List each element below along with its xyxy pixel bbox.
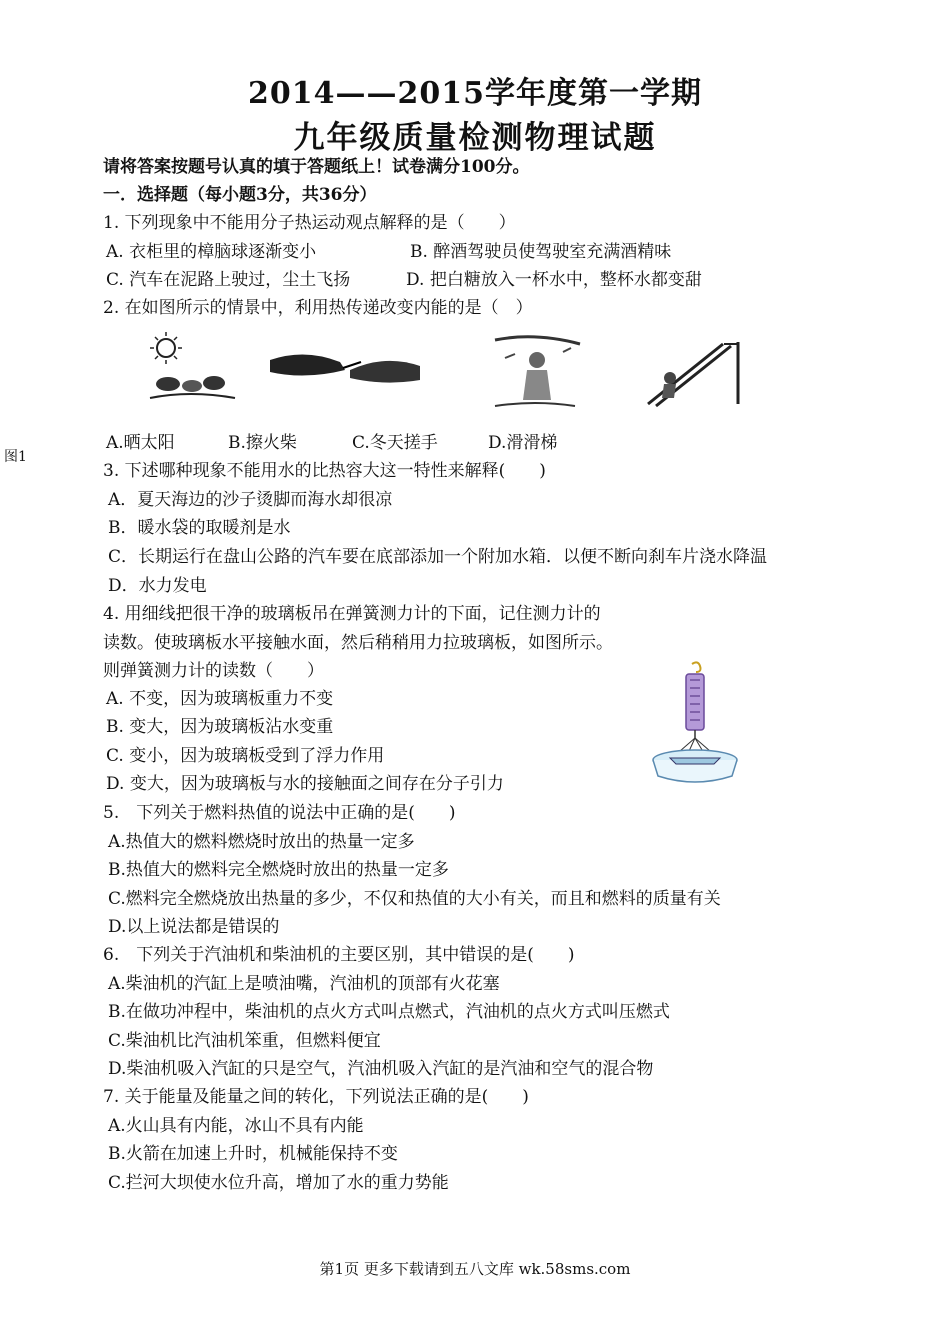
sunbathing-illustration xyxy=(140,328,240,408)
q5-option-d: D.以上说法都是错误的 xyxy=(108,917,280,937)
q1-option-b: B. 醉酒驾驶员使驾驶室充满酒精味 xyxy=(410,242,672,262)
q1-stem: 1. 下列现象中不能用分子热运动观点解释的是（ ） xyxy=(103,213,516,233)
q1-option-d: D. 把白糖放入一杯水中，整杯水都变甜 xyxy=(406,270,702,290)
q4-option-c: C. 变小，因为玻璃板受到了浮力作用 xyxy=(106,746,385,766)
q2-option-d: D.滑滑梯 xyxy=(488,433,558,453)
q2-stem: 2. 在如图所示的情景中，利用热传递改变内能的是（ ） xyxy=(103,298,533,318)
q7-option-c: C.拦河大坝使水位升高，增加了水的重力势能 xyxy=(108,1173,449,1193)
q4-option-a: A. 不变，因为玻璃板重力不变 xyxy=(106,689,334,709)
q6-option-d: D.柴油机吸入汽缸的只是空气，汽油机吸入汽缸的是汽油和空气的混合物 xyxy=(108,1059,654,1079)
exam-title-year: 2014——2015学年度第一学期 xyxy=(248,76,702,111)
instruction: 请将答案按题号认真的填于答题纸上！试卷满分100分。 xyxy=(103,157,530,177)
q4-option-b: B. 变大，因为玻璃板沾水变重 xyxy=(106,717,334,737)
figure-label: 图1 xyxy=(4,449,27,465)
q3-option-c: C．长期运行在盘山公路的汽车要在底部添加一个附加水箱．以便不断向刹车片浇水降温 xyxy=(108,547,768,567)
page-footer: 第1页 更多下载请到五八文库 wk.58sms.com xyxy=(319,1260,631,1278)
q4-option-d: D. 变大，因为玻璃板与水的接触面之间存在分子引力 xyxy=(106,774,504,794)
striking-match-illustration xyxy=(265,340,425,395)
q3-option-d: D．水力发电 xyxy=(108,576,207,596)
q3-stem: 3. 下述哪种现象不能用水的比热容大这一特性来解释( ) xyxy=(103,461,546,481)
q7-option-a: A.火山具有内能，冰山不具有内能 xyxy=(108,1116,364,1136)
q1-option-a: A. 衣柜里的樟脑球逐渐变小 xyxy=(106,242,317,262)
q6-option-c: C.柴油机比汽油机笨重，但燃料便宜 xyxy=(108,1031,381,1051)
q5-option-b: B.热值大的燃料完全燃烧时放出的热量一定多 xyxy=(108,860,449,880)
q6-option-a: A.柴油机的汽缸上是喷油嘴，汽油机的顶部有火花塞 xyxy=(108,974,500,994)
slide-illustration xyxy=(628,334,753,409)
q4-stem-line2: 读数。使玻璃板水平接触水面，然后稍稍用力拉玻璃板，如图所示。 xyxy=(103,633,613,653)
rubbing-hands-illustration xyxy=(475,330,595,412)
section-heading: 一．选择题（每小题3分，共36分） xyxy=(103,185,377,205)
q3-option-a: A．夏天海边的沙子烫脚而海水却很凉 xyxy=(108,490,393,510)
q7-option-b: B.火箭在加速上升时，机械能保持不变 xyxy=(108,1144,398,1164)
q4-stem-line3: 则弹簧测力计的读数（ ） xyxy=(103,661,324,681)
q2-option-c: C.冬天搓手 xyxy=(352,433,438,453)
q4-stem-line1: 4. 用细线把很干净的玻璃板吊在弹簧测力计的下面，记住测力计的 xyxy=(103,604,601,624)
q2-option-b: B.擦火柴 xyxy=(228,433,297,453)
q6-stem: 6. 下列关于汽油机和柴油机的主要区别，其中错误的是( ) xyxy=(103,945,575,965)
q6-option-b: B.在做功冲程中，柴油机的点火方式叫点燃式，汽油机的点火方式叫压燃式 xyxy=(108,1002,670,1022)
q2-option-a: A.晒太阳 xyxy=(106,433,175,453)
spring-scale-illustration xyxy=(650,660,745,788)
q3-option-b: B．暖水袋的取暖剂是水 xyxy=(108,518,291,538)
q5-option-c: C.燃料完全燃烧放出热量的多少，不仅和热值的大小有关，而且和燃料的质量有关 xyxy=(108,889,721,909)
exam-title-subject: 九年级质量检测物理试题 xyxy=(293,120,657,156)
q5-stem: 5. 下列关于燃料热值的说法中正确的是( ) xyxy=(103,803,456,823)
q7-stem: 7. 关于能量及能量之间的转化，下列说法正确的是( ) xyxy=(103,1087,529,1107)
q1-option-c: C. 汽车在泥路上驶过，尘土飞扬 xyxy=(106,270,351,290)
q5-option-a: A.热值大的燃料燃烧时放出的热量一定多 xyxy=(108,832,415,852)
